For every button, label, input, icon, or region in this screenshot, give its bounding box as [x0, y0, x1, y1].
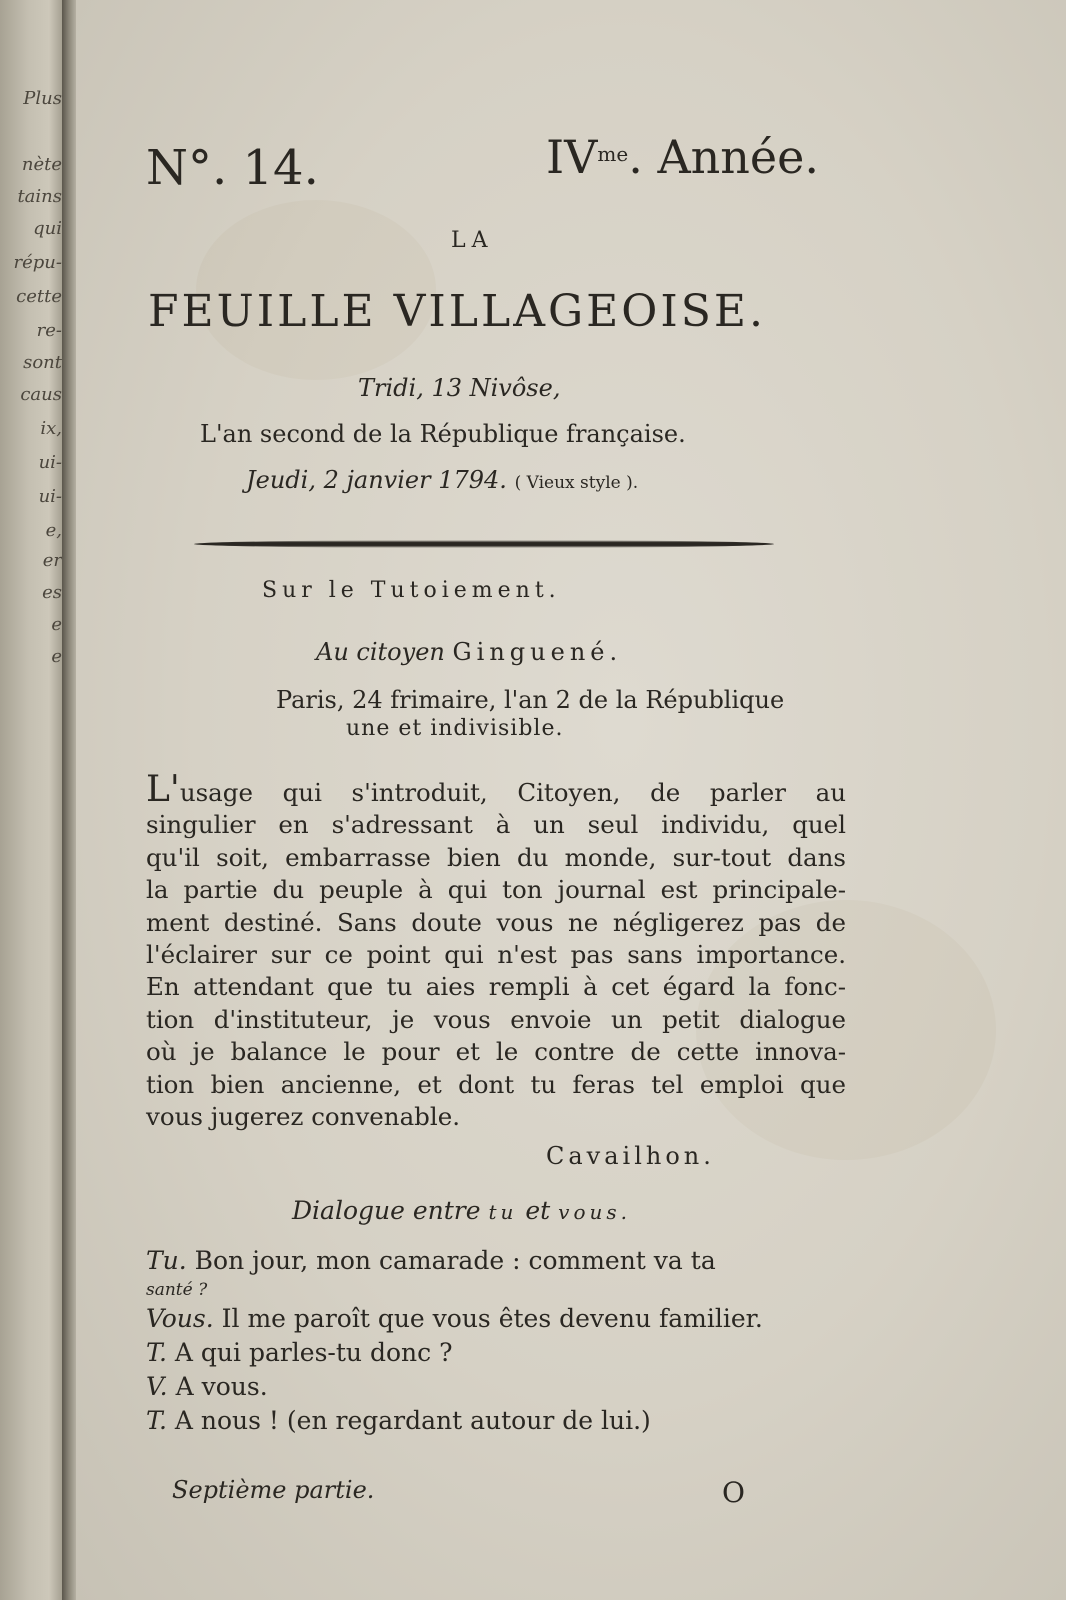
dialogue-text: A nous ! (en regardant autour de lui.) — [166, 1406, 651, 1435]
masthead-article: LA — [451, 228, 494, 253]
dialogue-text: Bon jour, mon camarade : comment va ta — [186, 1246, 716, 1275]
article-signature: Cavailhon. — [546, 1142, 715, 1170]
left-fragment: ui- — [38, 486, 62, 507]
left-fragment: e — [51, 646, 62, 667]
dialogue-line — [146, 1244, 886, 1278]
left-fragment: sont — [23, 352, 62, 373]
dialogue-line — [146, 1278, 886, 1302]
book-gutter — [62, 0, 76, 1600]
dialogue-line — [146, 1404, 886, 1438]
dialogue-speaker: T. — [146, 1338, 167, 1367]
body-line: En attendant que tu aies rempli à cet égard la fonc- — [146, 972, 846, 1002]
dialogue-title-tu: tu — [488, 1200, 518, 1224]
left-fragment: répu- — [13, 252, 62, 273]
dialogue-speaker: Tu. — [146, 1246, 187, 1275]
left-fragment: er — [42, 550, 62, 571]
body-line: ment destiné. Sans doute vous ne négligerez pas de — [146, 907, 846, 937]
addressee-name: Ginguené. — [452, 638, 623, 666]
body-line: singulier en s'adressant à un seul individu, quel — [146, 810, 846, 840]
year-prefix: IV — [546, 130, 598, 184]
left-fragment: e, — [45, 520, 62, 541]
date-gregorian — [246, 466, 638, 494]
right-page — [76, 0, 1066, 1600]
dialogue-body — [146, 1244, 886, 1438]
dialogue-text: santé ? — [146, 1280, 208, 1300]
article-heading: Sur le Tutoiement. — [262, 578, 561, 603]
year-sup: me — [597, 142, 629, 166]
dialogue-speaker: V. — [146, 1372, 168, 1401]
addressee-prefix: Au citoyen — [316, 638, 445, 666]
body-dropcap: L' — [146, 769, 180, 810]
body-line: vous jugerez convenable. — [146, 1102, 460, 1132]
left-fragment: Plus — [23, 88, 62, 109]
left-fragment: caus — [20, 384, 62, 405]
dialogue-speaker: Vous. — [146, 1304, 214, 1333]
left-fragment: re- — [36, 320, 62, 341]
left-fragment: ui- — [38, 452, 62, 473]
dialogue-title-mid: et — [525, 1196, 551, 1225]
body-line-text: usage qui s'introduit, Citoyen, de parler au — [179, 778, 846, 807]
dialogue-title-vous: vous. — [558, 1200, 631, 1224]
dialogue-line — [146, 1370, 886, 1404]
dialogue-text: A qui parles-tu donc ? — [166, 1338, 453, 1367]
dialogue-line — [146, 1302, 886, 1336]
left-fragment: qui — [33, 218, 62, 239]
footer-sheet-mark: O — [722, 1476, 745, 1509]
left-fragment: nète — [21, 154, 62, 175]
dialogue-speaker: T. — [146, 1406, 167, 1435]
dateline-2: une et indivisible. — [346, 716, 564, 741]
body-line: la partie du peuple à qui ton journal est principale- — [146, 875, 846, 905]
dialogue-text: Il me paroît que vous êtes devenu familier. — [213, 1304, 763, 1333]
issue-year — [546, 130, 819, 184]
date-gregorian-text: Jeudi, 2 janvier 1794. — [246, 466, 507, 494]
body-line: l'éclairer sur ce point qui n'est pas sans importance. — [146, 940, 846, 970]
issue-number: N°. 14. — [146, 140, 319, 196]
article-body — [146, 769, 846, 1133]
masthead-rule — [194, 540, 774, 548]
left-fragment: ix, — [40, 418, 62, 439]
body-line: où je balance le pour et le contre de cette innova- — [146, 1037, 846, 1067]
year-suffix: . Année. — [628, 130, 819, 184]
dialogue-line — [146, 1336, 886, 1370]
dialogue-title — [292, 1196, 631, 1225]
date-old-style-note: ( Vieux style ). — [514, 473, 639, 493]
dialogue-title-prefix: Dialogue entre — [292, 1196, 481, 1225]
body-line: qu'il soit, embarrasse bien du monde, sur-tout dans — [146, 842, 846, 872]
date-year: L'an second de la République française. — [200, 420, 686, 448]
left-fragment: cette — [16, 286, 62, 307]
body-line: tion d'instituteur, je vous envoie un petit dialogue — [146, 1004, 846, 1034]
article-addressee — [316, 638, 622, 666]
body-line — [146, 769, 846, 810]
dialogue-text: A vous. — [167, 1372, 268, 1401]
body-line: tion bien ancienne, et dont tu feras tel emploi que — [146, 1069, 846, 1099]
footer-signature-mark: Septième partie. — [172, 1476, 375, 1504]
masthead-title: FEUILLE VILLAGEOISE. — [148, 286, 766, 337]
left-fragment: tains — [17, 186, 62, 207]
date-republican: Tridi, 13 Nivôse, — [358, 374, 561, 402]
left-fragment: es — [42, 582, 62, 603]
left-fragment: e — [51, 614, 62, 635]
dateline-1: Paris, 24 frimaire, l'an 2 de la République — [276, 686, 785, 714]
left-page-edge — [0, 0, 70, 1600]
